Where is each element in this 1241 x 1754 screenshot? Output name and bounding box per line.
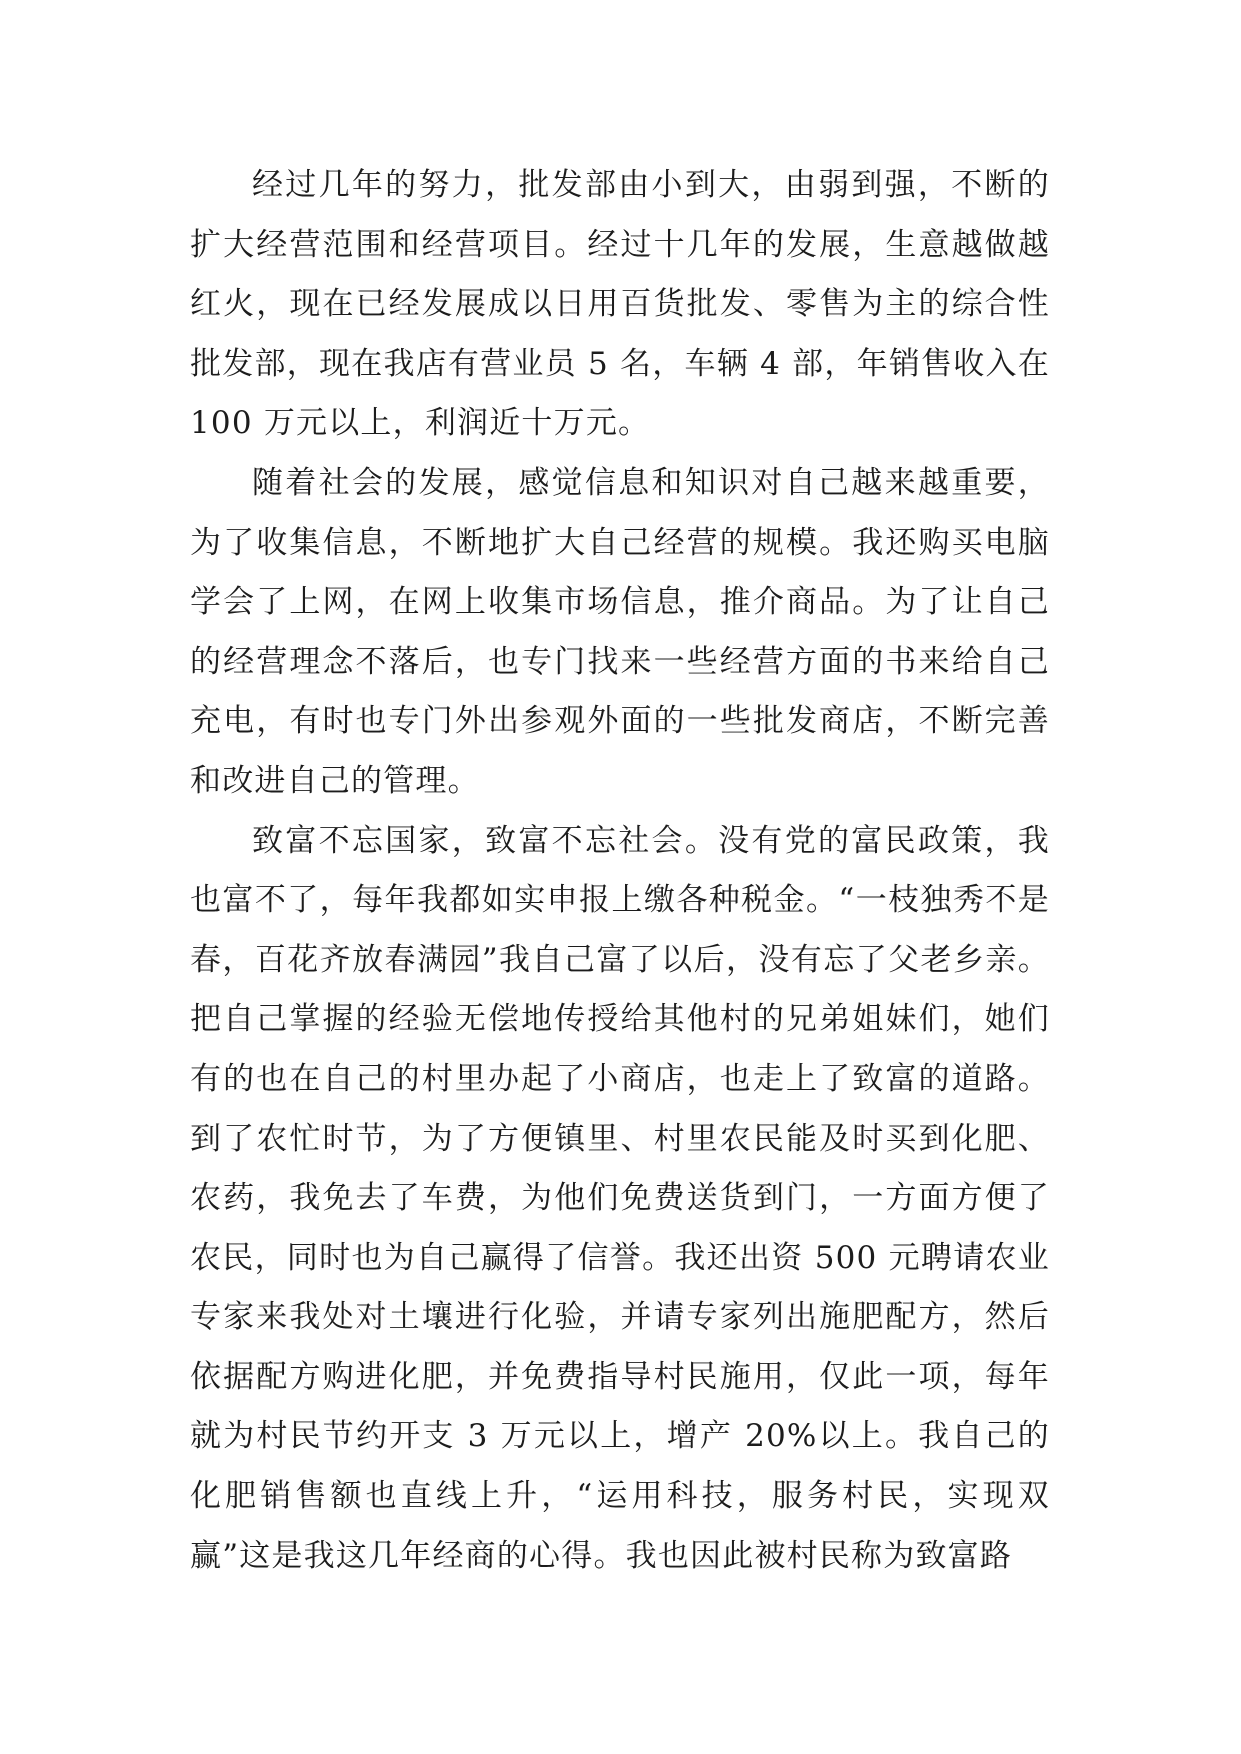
document-body — [190, 156, 1050, 1586]
paragraph-2: 随着社会的发展，感觉信息和知识对自己越来越重要，为了收集信息，不断地扩大自己经营的规模。我还购买电脑学会了上网，在网上收集市场信息，推介商品。为了让自己的经营理念不落后，也专门找来一些经营方面的书来给自己充电，有时也专门外出参观外面的一些批发商店，不断完善和改进自己的管理。 — [190, 464, 1050, 799]
paragraph-3: 致富不忘国家，致富不忘社会。没有党的富民政策，我也富不了，每年我都如实申报上缴各种税金。“一枝独秀不是春，百花齐放春满园”我自己富了以后，没有忘了父老乡亲。把自己掌握的经验无偿地传授给其他村的兄弟姐妹们，她们有的也在自己的村里办起了小商店，也走上了致富的道路。到了农忙时节，为了方便镇里、村里农民能及时买到化肥、农药，我免去了车费，为他们免费送货到门，一方面方便了农民，同时也为自己赢得了信誉。我还出资 500 元聘请农业专家来我处对土壤进行化验，并请专家列出施肥配方，然后依据配方购进化肥，并免费指导村民施用，仅此一项，每年就为村民节约开支 3 万元以上，增产 20%以上。我自己的化肥销售额也直线上升，“运用科技，服务村民，实现双赢”这是我这几年经商的心得。我也因此被村民称为致富路 — [190, 822, 1050, 1574]
paragraph-1: 经过几年的努力，批发部由小到大，由弱到强，不断的扩大经营范围和经营项目。经过十几年的发展，生意越做越红火，现在已经发展成以日用百货批发、零售为主的综合性批发部，现在我店有营业员 5 名，车辆 4 部，年销售收入在 100 万元以上，利润近十万元。 — [190, 167, 1050, 442]
